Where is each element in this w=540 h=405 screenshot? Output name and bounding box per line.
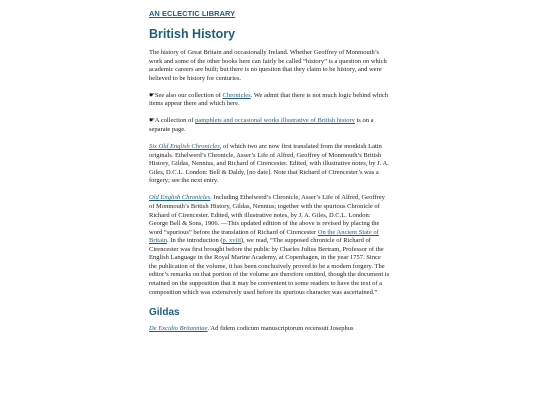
book-link-six-old-english-chronicles[interactable]: Six Old English Chronicles bbox=[149, 143, 220, 151]
entry-description: , of which two are now first translated from the monkish Latin originals. Ethelwerd’s Chronicle, Asser’s Life of Alfred, Geoffrey of Monmouth’s British History, Gildas, Nennius, and Richard of Cirencester. Edited, with illustrative notes, by J. A. Giles, D.C.L. London: Bell & Daldy, [no date]. Note that Richard of Cirencester’s was a forgery; see the next entry. bbox=[149, 143, 389, 185]
pamphlets-prefix: A collection of bbox=[154, 117, 196, 125]
chronicles-link[interactable]: Chronicles bbox=[222, 91, 251, 99]
site-title-link[interactable]: AN ECLECTIC LIBRARY bbox=[149, 9, 236, 18]
pamphlets-link[interactable]: pamphlets and occasional works illustrative of British history bbox=[195, 117, 355, 125]
entry-description: ), we read, “The supposed chronicle of Richard of Cirencester was first brought before the public by Charles Julius Bertram, Professor of the English Language in the Royal Marine Academy, at Copenhagen, in the year 1757. Since the publication of the volume, it has been conclusively proved to be a modern forgery. The editor’s remarks on that portion of the volume are therefore omitted, though the document is retained on the supposition that it may be convenient to some readers to have the text of a composition which was extensively used before its spurious character was ascertained.” bbox=[149, 237, 390, 296]
gildas-heading: Gildas bbox=[149, 306, 180, 318]
entry-description: . Ad fidem codicum manuscriptorum recensuit Josephus bbox=[207, 324, 354, 332]
see-also-suffix: . We admit that there is not much logic behind which items appear there and which here. bbox=[149, 91, 389, 108]
entry-de-excidio-britanniae bbox=[149, 325, 390, 334]
see-also-paragraph bbox=[149, 92, 390, 109]
pamphlets-suffix: is on a separate page. bbox=[149, 117, 374, 134]
entry-description: . In the introduction ( bbox=[167, 237, 223, 245]
intro-paragraph: The history of Great Britain and occasionally Ireland. Whether Geoffrey of Monmouth’s work and some of the other books here can fairly be called “history” is a question on which academic careers are built; but there is no question that they claim to be history, and were believed to be history for centuries. bbox=[149, 49, 387, 82]
content-column bbox=[149, 9, 390, 342]
page-title: British History bbox=[149, 27, 236, 41]
book-link-de-excidio-britanniae[interactable]: De Excidio Britanniae bbox=[149, 324, 208, 332]
entry-six-old-english-chronicles bbox=[149, 143, 390, 186]
entry-old-english-chronicles bbox=[149, 194, 390, 297]
see-also-prefix: See also our collection of bbox=[154, 91, 223, 99]
entry-description: . Including Ethelwerd’s Chronicle, Asser’s Life of Alfred, Geoffrey of Monmouth’s British History, Gildas, Nennius; together with the spurious Chronicle of Richard of Cirencester. Edited, with illustrative notes, by J. A. Giles, D.C.L. London: George Bell & Sons, 1906. —This updated edition of the above is revised by placing the word “spurious” before the translation of Richard of Cirencester bbox=[149, 194, 385, 236]
ancient-state-of-britain-link[interactable]: On the Ancient State of Britain bbox=[149, 228, 379, 245]
book-link-old-english-chronicles[interactable]: Old English Chronicles bbox=[149, 194, 211, 202]
page-xviii-link[interactable]: p. xviii bbox=[222, 237, 241, 245]
pamphlets-paragraph bbox=[149, 117, 390, 134]
pointing-hand-icon: ☛ bbox=[149, 91, 155, 99]
pointing-hand-icon: ☛ bbox=[149, 117, 155, 125]
